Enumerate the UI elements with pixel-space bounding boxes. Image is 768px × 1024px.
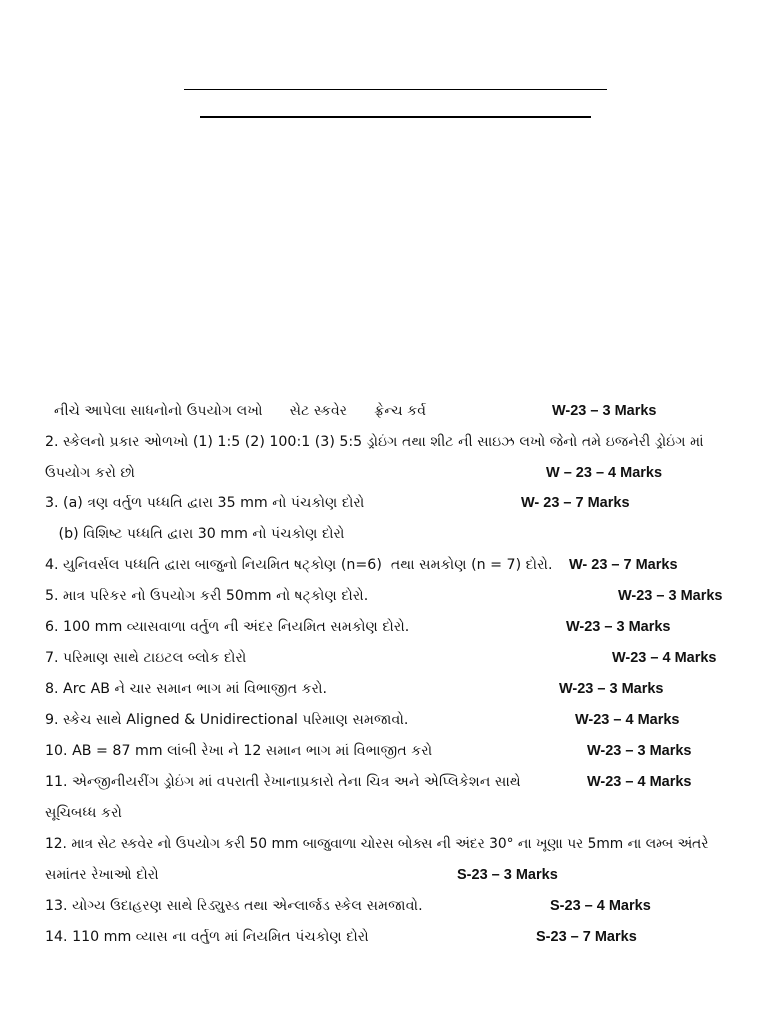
marks-label: W-23 – 3 Marks	[552, 403, 657, 419]
question-line	[45, 461, 748, 485]
question-text: 5. માત્ર પરિકર નો ઉપયોગ કરી 50mm નો ષટ્કોણ દોરો.	[45, 588, 369, 604]
question-line	[45, 863, 748, 887]
question-text: 7. પરિમાણ સાથે ટાઇટલ બ્લોક દોરો	[45, 650, 247, 666]
question-line	[45, 801, 748, 825]
question-text: 10. AB = 87 mm લાંબી રેખા ને 12 સમાન ભાગ માં વિભાજીત કરો	[45, 743, 433, 759]
question-line	[45, 646, 748, 670]
question-text: 2. સ્કેલનો પ્રકાર ઓળખો (1) 1:5 (2) 100:1 (3) 5:5 ડ્રોઇંગ તથા શીટ ની સાઇઝ લખો જેનો તમે ઇજનેરી ડ્રોઇંગ માં	[45, 434, 704, 450]
question-text: 4. યુનિવર્સલ પધ્ધતિ દ્વારા બાજુનો નિયમિત ષટ્કોણ (n=6) તથા સમકોણ (n = 7) દોરો.	[45, 557, 553, 573]
question-line	[45, 770, 748, 794]
question-text: સૂચિબધ્ધ કરો	[45, 805, 122, 821]
marks-label: W-23 – 4 Marks	[612, 650, 717, 666]
question-line	[45, 522, 748, 546]
question-line	[45, 430, 748, 454]
question-text: સમાંતર રેખાઓ દોરો	[45, 867, 159, 883]
question-text: 9. સ્કેચ સાથે Aligned & Unidirectional પરિમાણ સમજાવો.	[45, 712, 409, 728]
question-text: નીચે આપેલા સાધનોનો ઉપયોગ લખો સેટ સ્કવેર ફ્રેન્ચ કર્વ	[45, 403, 427, 419]
marks-label: S-23 – 3 Marks	[457, 867, 558, 883]
question-line	[45, 553, 748, 577]
marks-label: W-23 – 3 Marks	[566, 619, 671, 635]
question-line	[45, 491, 748, 515]
question-text: ઉપયોગ કરો છો	[45, 465, 135, 481]
question-line	[45, 925, 748, 949]
question-line	[45, 739, 748, 763]
marks-label: S-23 – 4 Marks	[550, 898, 651, 914]
question-text: 13. યોગ્ય ઉદાહરણ સાથે રિડ્યુસ્ડ તથા એન્લાર્જડ સ્કેલ સમજાવો.	[45, 898, 423, 914]
title-line-bottom	[200, 116, 591, 118]
question-text: (b) વિશિષ્ટ પધ્ધતિ દ્વારા 30 mm નો પંચકોણ દોરો	[45, 526, 345, 542]
marks-label: W-23 – 4 Marks	[587, 774, 692, 790]
question-text: 6. 100 mm વ્યાસવાળા વર્તુળ ની અંદર નિયમિત સમકોણ દોરો.	[45, 619, 410, 635]
marks-label: S-23 – 7 Marks	[536, 929, 637, 945]
marks-label: W-23 – 3 Marks	[618, 588, 723, 604]
question-line	[45, 615, 748, 639]
marks-label: W-23 – 3 Marks	[559, 681, 664, 697]
marks-label: W – 23 – 4 Marks	[546, 465, 663, 481]
question-line	[45, 832, 748, 856]
marks-label: W-23 – 4 Marks	[575, 712, 680, 728]
question-text: 14. 110 mm વ્યાસ ના વર્તુળ માં નિયમિત પંચકોણ દોરો	[45, 929, 369, 945]
marks-label: W-23 – 3 Marks	[587, 743, 692, 759]
question-line	[45, 708, 748, 732]
question-line	[45, 894, 748, 918]
question-line	[45, 677, 748, 701]
marks-label: W- 23 – 7 Marks	[521, 495, 630, 511]
marks-label: W- 23 – 7 Marks	[569, 557, 678, 573]
question-text: 8. Arc AB ને ચાર સમાન ભાગ માં વિભાજીત કરો.	[45, 681, 328, 697]
question-text: 11. એન્જીનીયરીંગ ડ્રોઇંગ માં વપરાતી રેખાનાપ્રકારો તેના ચિત્ર અને એપ્લિકેશન સાથે	[45, 774, 521, 790]
title-line-top	[184, 89, 607, 90]
question-line	[45, 399, 748, 423]
question-text: 12. માત્ર સેટ સ્કવેર નો ઉપયોગ કરી 50 mm બાજુવાળા ચોરસ બોક્સ ની અંદર 30° ના ખૂણા પર 5mm ના લમ્બ અંતરે	[45, 836, 709, 852]
question-text: 3. (a) ત્રણ વર્તુળ પધ્ધતિ દ્વારા 35 mm નો પંચકોણ દોરો	[45, 495, 365, 511]
question-line	[45, 584, 748, 608]
